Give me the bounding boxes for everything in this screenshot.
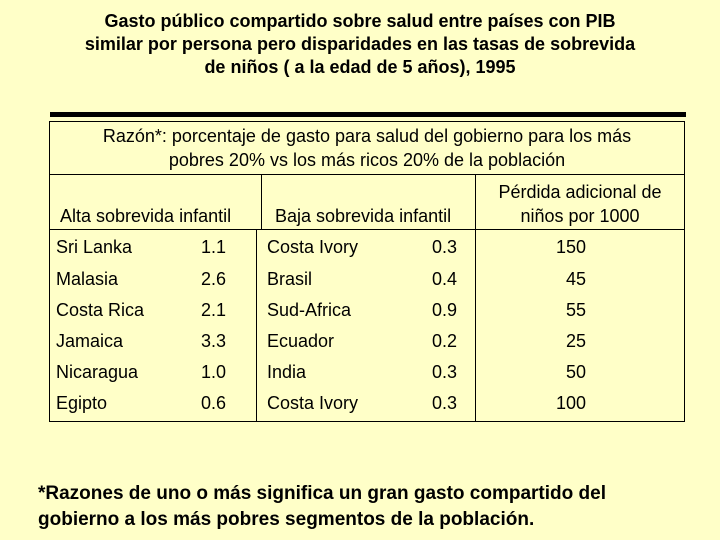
table-row-6-low-ratio: 0.3 xyxy=(432,393,458,413)
table-row-3-high-country: Costa Rica xyxy=(56,300,145,320)
table-row-2-high-country: Malasia xyxy=(56,269,119,289)
table-row-1-high-ratio: 1.1 xyxy=(201,237,227,257)
header-additional-loss xyxy=(480,180,680,228)
table-row-3-loss: 55 xyxy=(565,300,586,320)
footnote xyxy=(38,481,708,533)
header-loss-line-2: niños por 1000 xyxy=(520,206,640,226)
table-row-6-high-ratio: 0.6 xyxy=(201,393,227,413)
table-row-6-low-country: Costa Ivory xyxy=(267,393,359,413)
caption-line-2: pobres 20% vs los más ricos 20% de la población xyxy=(168,150,566,170)
table-row-5-loss: 50 xyxy=(565,362,586,382)
table-row-4-high-ratio: 3.3 xyxy=(201,331,227,351)
column-divider-2 xyxy=(475,229,476,422)
title-line-2: similar por persona pero disparidades en las tasas de sobrevida xyxy=(84,34,636,54)
table-row-1-low-ratio: 0.3 xyxy=(432,237,458,257)
title-divider xyxy=(50,112,686,117)
table-row-5-low-ratio: 0.3 xyxy=(432,362,458,382)
header-divider-left xyxy=(261,174,262,229)
footnote-line-1: *Razones de uno o más significa un gran gasto compartido del xyxy=(38,483,606,504)
header-rule xyxy=(50,229,684,230)
table-row-5-high-country: Nicaragua xyxy=(56,362,139,382)
table-row-1-high-country: Sri Lanka xyxy=(56,237,133,257)
table-row-4-loss: 25 xyxy=(565,331,586,351)
slide-title xyxy=(40,10,680,79)
header-divider-right xyxy=(475,174,476,229)
header-low-survival: Baja sobrevida infantil xyxy=(275,206,452,226)
table-row-3-low-ratio: 0.9 xyxy=(432,300,458,320)
caption-divider xyxy=(50,174,684,175)
table-row-3-high-ratio: 2.1 xyxy=(201,300,227,320)
column-divider-1 xyxy=(256,229,257,422)
table-row-4-high-country: Jamaica xyxy=(56,331,124,351)
table-row-4-low-country: Ecuador xyxy=(267,331,335,351)
table-row-3-low-country: Sud-Africa xyxy=(267,300,352,320)
data-table xyxy=(49,121,685,422)
header-loss-line-1: Pérdida adicional de xyxy=(498,182,662,202)
footnote-line-2: gobierno a los más pobres segmentos de la población. xyxy=(38,509,535,530)
table-row-2-high-ratio: 2.6 xyxy=(201,269,227,289)
table-row-6-high-country: Egipto xyxy=(56,393,108,413)
table-row-1-low-country: Costa Ivory xyxy=(267,237,359,257)
title-line-3: de niños ( a la edad de 5 años), 1995 xyxy=(204,57,516,77)
table-row-4-low-ratio: 0.2 xyxy=(432,331,458,351)
table-row-1-loss: 150 xyxy=(555,237,586,257)
table-caption xyxy=(50,124,684,172)
table-row-5-high-ratio: 1.0 xyxy=(201,362,227,382)
caption-line-1: Razón*: porcentaje de gasto para salud del gobierno para los más xyxy=(102,126,632,146)
title-line-1: Gasto público compartido sobre salud entre países con PIB xyxy=(104,11,616,31)
table-row-2-low-country: Brasil xyxy=(267,269,313,289)
table-row-2-low-ratio: 0.4 xyxy=(432,269,458,289)
table-row-2-loss: 45 xyxy=(565,269,586,289)
header-high-survival: Alta sobrevida infantil xyxy=(60,206,232,226)
table-row-5-low-country: India xyxy=(267,362,307,382)
table-row-6-loss: 100 xyxy=(555,393,586,413)
